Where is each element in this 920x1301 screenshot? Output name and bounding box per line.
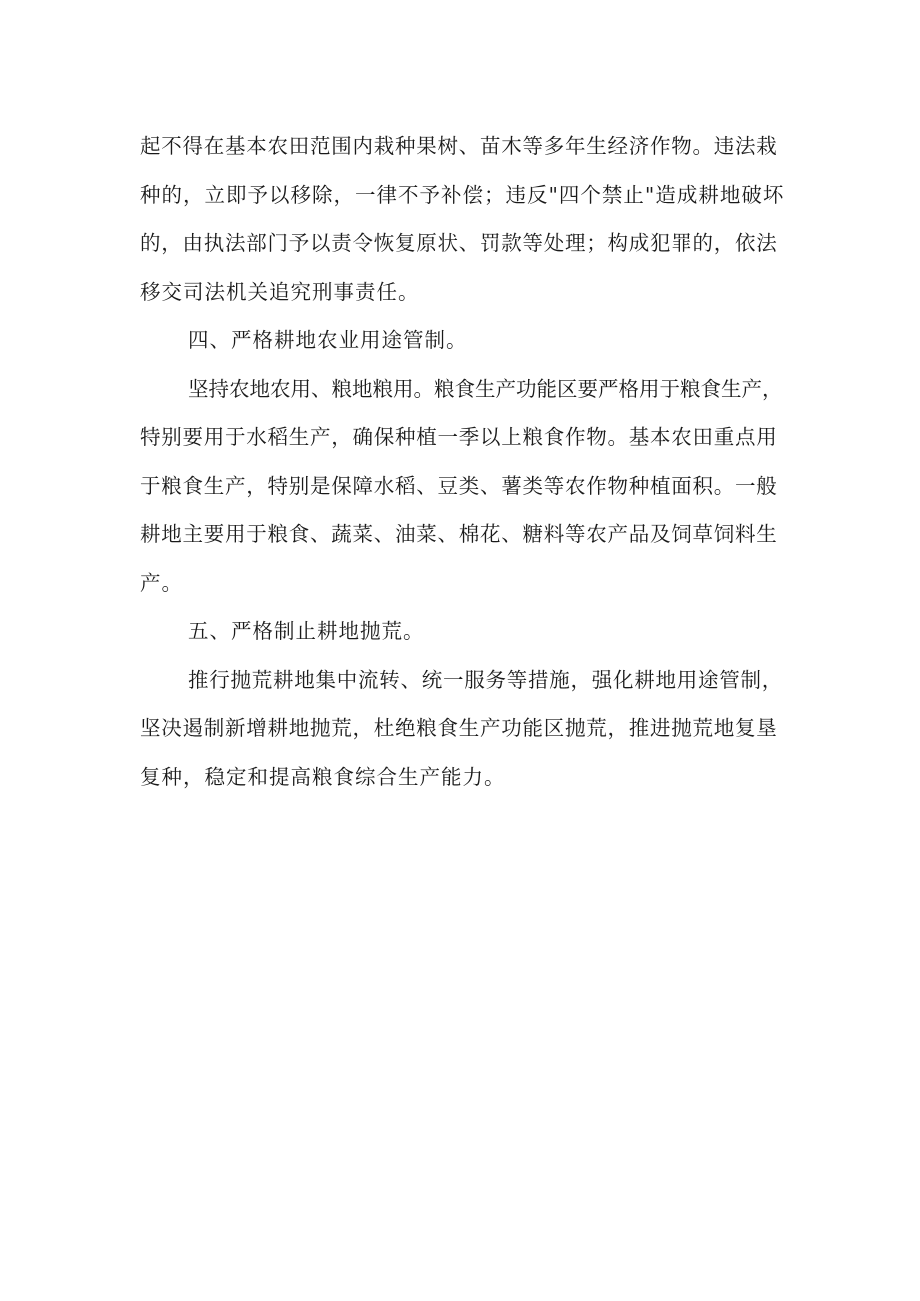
text-line: 推行抛荒耕地集中流转、统一服务等措施，强化耕地用途管制， [188, 667, 783, 692]
section-heading-4 [140, 316, 784, 365]
text-line: 移交司法机关追究刑事责任。 [140, 279, 420, 304]
paragraph-abandonment [140, 656, 784, 802]
text-line: 耕地主要用于粮食、蔬菜、油菜、棉花、糖料等农产品及饲草饲料生 [140, 522, 778, 546]
paragraph-land-use [140, 365, 784, 608]
document-body [140, 122, 784, 801]
text-line: 复种，稳定和提高粮食综合生产能力。 [140, 764, 506, 789]
heading-text: 四、严格耕地农业用途管制。 [188, 328, 468, 352]
text-line: 于粮食生产，特别是保障水稻、豆类、薯类等农作物种植面积。一般 [140, 473, 778, 498]
text-line: 坚持农地农用、粮地粮用。粮食生产功能区要严格用于粮食生产， [188, 376, 783, 401]
text-line: 种的，立即予以移除，一律不予补偿；违反"四个禁止"造成耕地破坏 [140, 182, 785, 207]
heading-text: 五、严格制止耕地抛荒。 [188, 619, 425, 643]
text-line: 的，由执法部门予以责令恢复原状、罚款等处理；构成犯罪的，依法 [140, 231, 778, 255]
paragraph-penalties [140, 122, 784, 316]
text-line: 起不得在基本农田范围内栽种果树、苗木等多年生经济作物。违法栽 [140, 134, 778, 158]
section-heading-5 [140, 607, 784, 656]
text-line: 坚决遏制新增耕地抛荒，杜绝粮食生产功能区抛荒，推进抛荒地复垦 [140, 716, 778, 740]
text-line: 产。 [140, 570, 183, 595]
text-line: 特别要用于水稻生产，确保种植一季以上粮食作物。基本农田重点用 [140, 425, 778, 449]
